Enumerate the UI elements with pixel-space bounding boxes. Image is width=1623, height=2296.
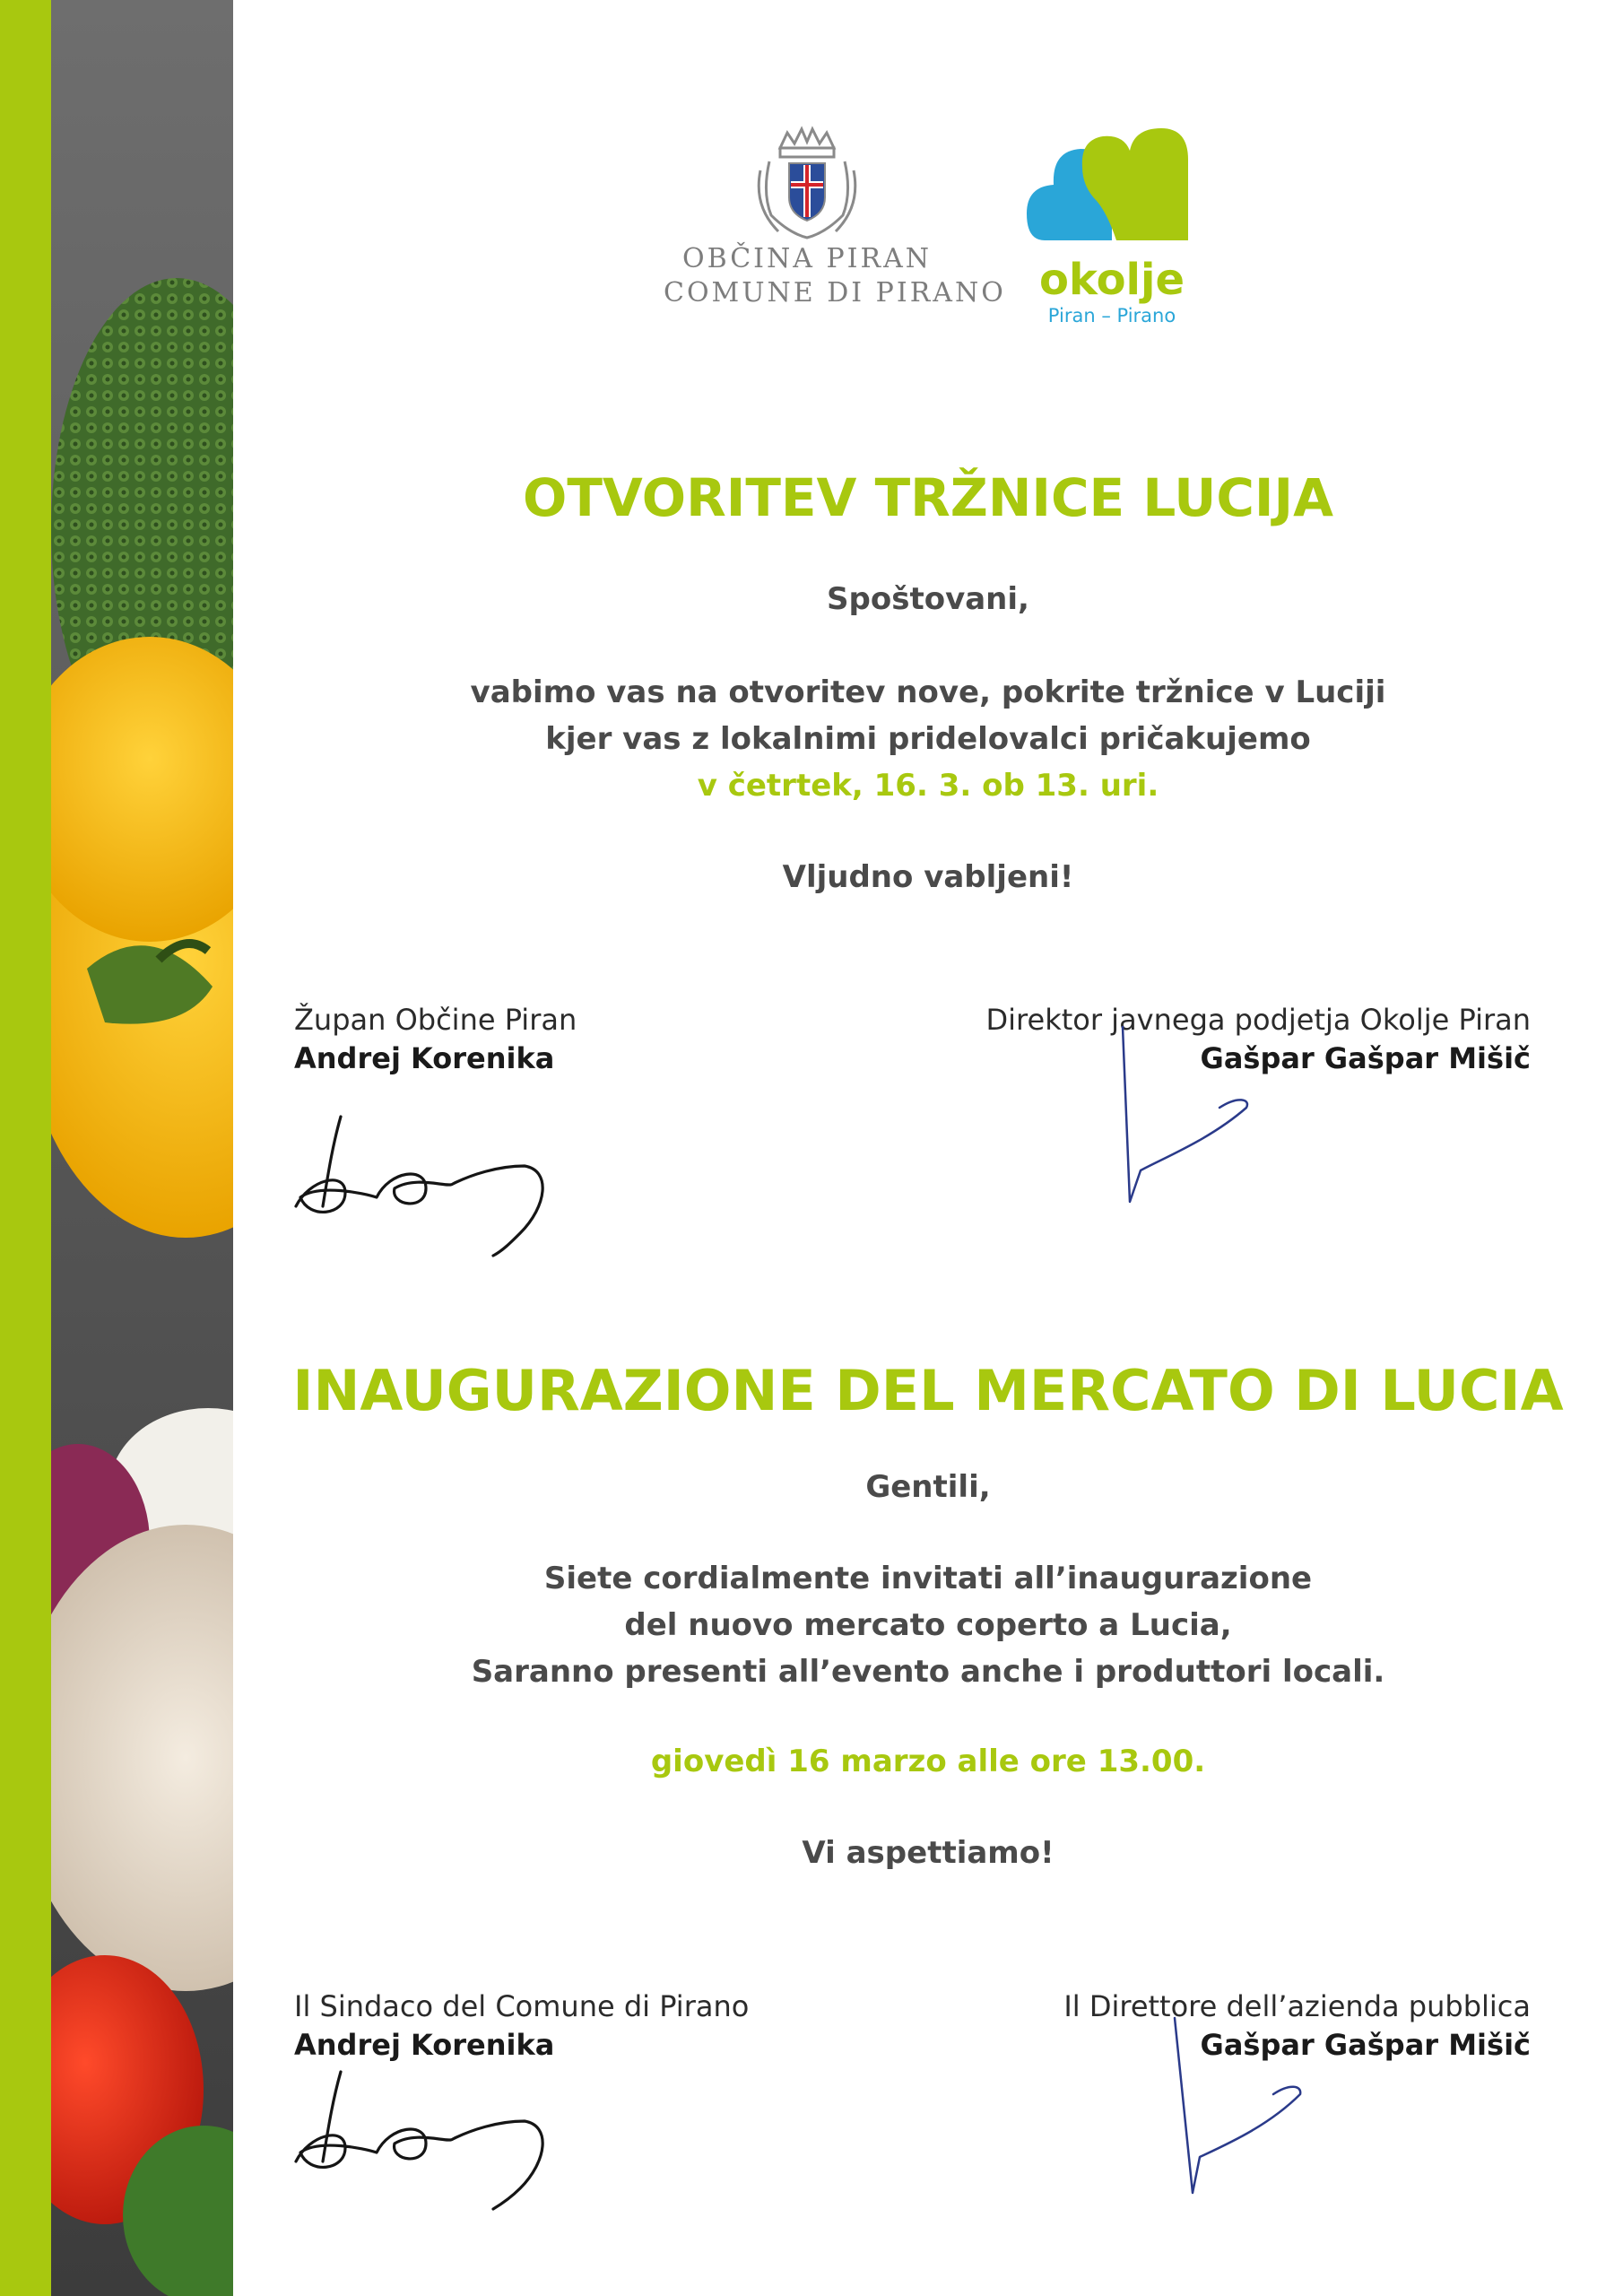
- ita-closing: Vi aspettiamo!: [802, 1835, 1055, 1871]
- slo-mayor-role: Župan Občine Piran: [294, 1003, 577, 1037]
- ita-greeting: Gentili,: [865, 1469, 991, 1505]
- coat-of-arms-icon: [753, 126, 861, 242]
- ita-body-line-1: Siete cordialmente invitati all’inaugurazione: [543, 1561, 1313, 1596]
- okolje-hearts-icon: [1027, 124, 1197, 249]
- vegetables-photo: [51, 0, 233, 2296]
- ita-date: giovedì 16 marzo alle ore 13.00.: [650, 1744, 1206, 1779]
- slo-body-line-2: kjer vas z lokalnimi pridelovalci pričakujemo: [545, 721, 1311, 757]
- obcina-piran-logo: [664, 126, 1006, 332]
- slo-greeting: Spoštovani,: [827, 581, 1029, 617]
- mayor-signature-1: [291, 1108, 569, 1260]
- slo-closing: Vljudno vabljeni!: [782, 859, 1074, 895]
- director-signature-2: [1166, 2013, 1318, 2202]
- ita-director-role: Il Direttore dell’azienda pubblica: [1063, 1989, 1531, 2023]
- ita-mayor-role: Il Sindaco del Comune di Pirano: [294, 1989, 750, 2023]
- slo-mayor-name: Andrej Korenika: [294, 1041, 555, 1075]
- director-signature-1: [1112, 1022, 1264, 1211]
- ita-title: INAUGURAZIONE DEL MERCATO DI LUCIA: [292, 1358, 1564, 1423]
- comune-di-pirano-text: COMUNE DI PIRANO: [664, 277, 1006, 309]
- obcina-piran-text: OBČINA PIRAN: [682, 243, 932, 274]
- okolje-word: okolje: [1038, 255, 1185, 305]
- ita-mayor-name: Andrej Korenika: [294, 2028, 555, 2062]
- slo-date: v četrtek, 16. 3. ob 13. uri.: [697, 768, 1159, 804]
- okolje-logo: [1022, 124, 1202, 339]
- slo-body-line-1: vabimo vas na otvoritev nove, pokrite tržnice v Luciji: [470, 674, 1386, 710]
- slo-director-name: Gašpar Gašpar Mišič: [1200, 1041, 1531, 1075]
- okolje-subtitle: Piran – Pirano: [1047, 305, 1176, 326]
- ita-director-name: Gašpar Gašpar Mišič: [1200, 2028, 1531, 2062]
- ita-body-line-3: Saranno presenti all’evento anche i produttori locali.: [471, 1654, 1385, 1690]
- slo-title: OTVORITEV TRŽNICE LUCIJA: [523, 467, 1333, 528]
- slo-director-role: Direktor javnega podjetja Okolje Piran: [985, 1003, 1531, 1037]
- green-side-stripe: [0, 0, 51, 2296]
- ita-body-line-2: del nuovo mercato coperto a Lucia,: [624, 1607, 1232, 1643]
- mayor-signature-2: [291, 2067, 569, 2211]
